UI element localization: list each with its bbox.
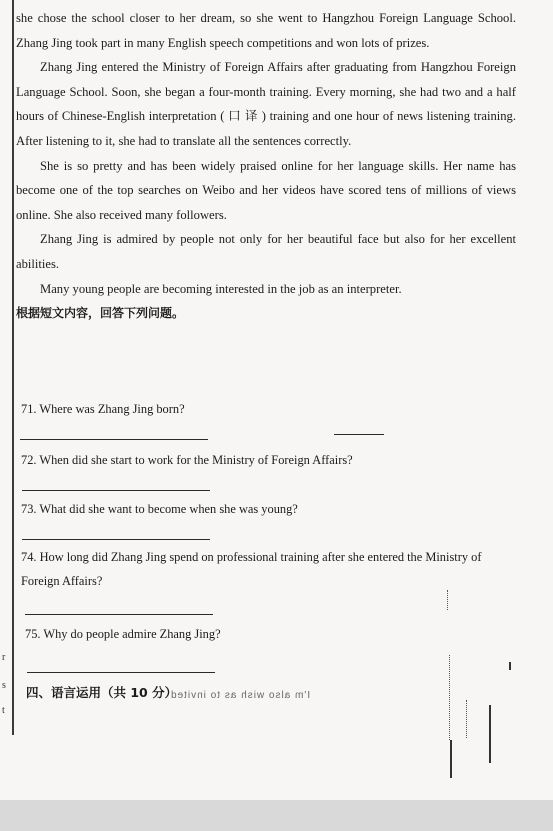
passage-paragraph-2: Zhang Jing entered the Ministry of Foreign Affairs after graduating from Hangzhou Foreign Language School. Soon, she began a four-month training. Every morning, she had two and a half hours of Chinese-English interpretation ( 口 译 ) training and one hour of news listening training. After listening to it, she had to translate all the sentences correctly. — [16, 60, 516, 148]
question-74 — [21, 545, 491, 593]
question-number: 71. — [21, 402, 37, 416]
question-71 — [21, 397, 491, 421]
question-number: 72. — [21, 453, 37, 467]
scan-line — [509, 662, 511, 670]
question-text: What did she want to become when she was young? — [39, 502, 298, 516]
passage-paragraph-5: Many young people are becoming interested in the job as an interpreter. — [40, 281, 402, 296]
answer-line-75[interactable] — [27, 672, 215, 673]
margin-rule — [12, 0, 14, 735]
question-72 — [21, 448, 491, 472]
scan-dots — [466, 700, 468, 738]
edge-mark: r — [2, 652, 6, 663]
scan-dots — [449, 655, 451, 740]
scan-line — [489, 705, 491, 763]
scan-dots — [447, 590, 449, 610]
passage-paragraph-1: she chose the school closer to her dream, so she went to Hangzhou Foreign Language School. Zhang Jing took part in many English speech competitions and won lots of prizes. — [16, 11, 516, 50]
section-4-heading: 四、语言运用（共 10 分） — [26, 685, 178, 700]
question-number: 73. — [21, 502, 37, 516]
instruction-text: 根据短文内容，回答下列问题。 — [16, 306, 185, 321]
answer-line-71[interactable] — [20, 439, 208, 440]
passage-paragraph-3: She is so pretty and has been widely praised online for her language skills. Her name has become one of the top searches on Weibo and her videos have scored tens of millions of views online. She also received many followers. — [16, 158, 516, 222]
question-text: Where was Zhang Jing born? — [39, 402, 185, 416]
edge-mark: s — [2, 680, 6, 691]
question-text: When did she start to work for the Ministry of Foreign Affairs? — [39, 453, 353, 467]
scan-bottom-band — [0, 800, 553, 831]
question-text: How long did Zhang Jing spend on professional training after she entered the Ministry of Foreign Affairs? — [21, 550, 482, 588]
answer-line-74[interactable] — [25, 614, 213, 615]
bleed-through-text: I'm also wish as to invited — [170, 690, 311, 701]
answer-line-73[interactable] — [22, 539, 210, 540]
question-text: Why do people admire Zhang Jing? — [43, 627, 221, 641]
passage-paragraph-4: Zhang Jing is admired by people not only for her beautiful face but also for her excellent abilities. — [16, 232, 516, 271]
scan-line — [450, 740, 452, 778]
question-number: 75. — [25, 627, 41, 641]
answer-line-71b — [334, 434, 384, 435]
question-75 — [25, 622, 495, 646]
answer-line-72[interactable] — [22, 490, 210, 491]
edge-mark: t — [2, 705, 5, 716]
question-number: 74. — [21, 550, 37, 564]
question-73 — [21, 497, 491, 521]
reading-passage — [16, 6, 516, 326]
